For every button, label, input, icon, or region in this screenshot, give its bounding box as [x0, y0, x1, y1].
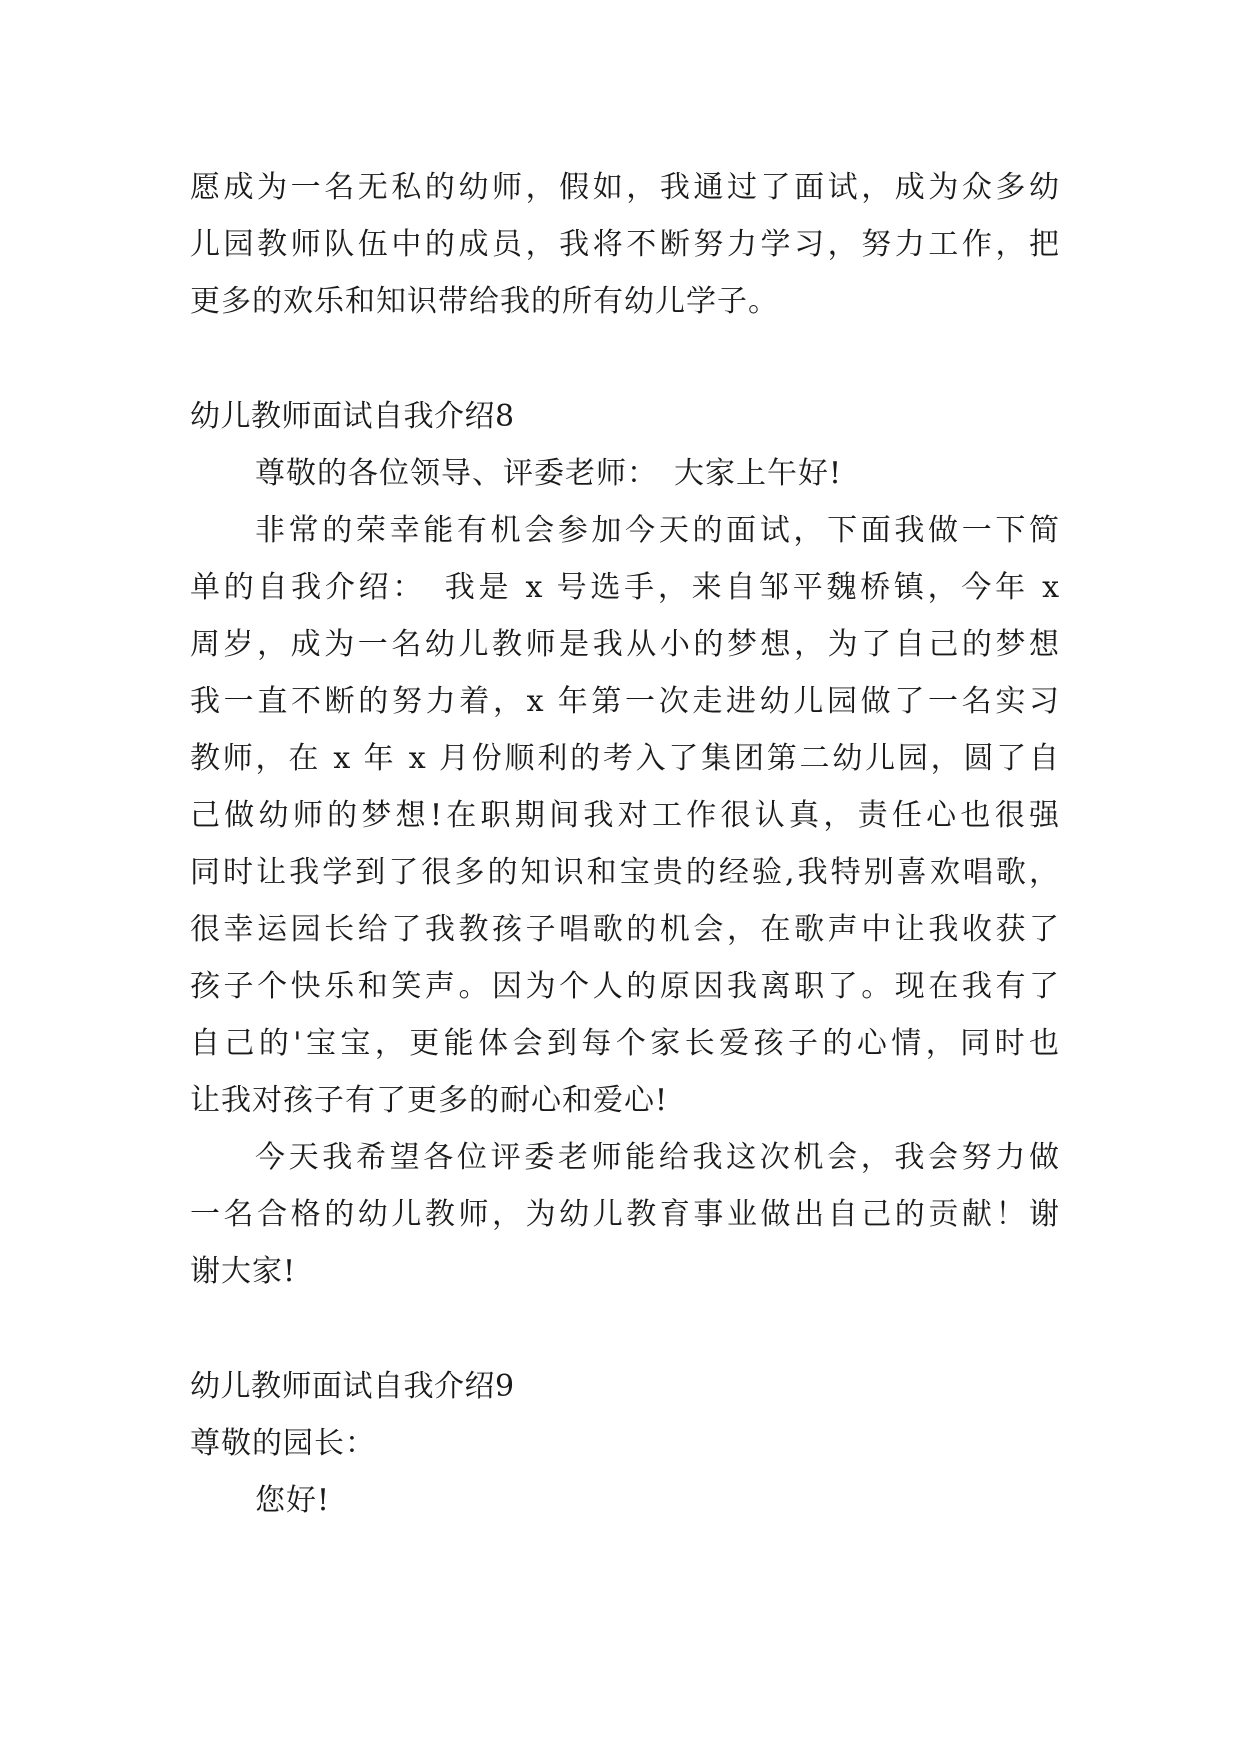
body-line: 我一直不断的努力着，x 年第一次走进幼儿园做了一名实习 [190, 684, 1060, 719]
salutation-line: 尊敬的各位领导、评委老师： 大家上午好! [255, 456, 843, 491]
body-line: 谢大家! [190, 1254, 297, 1289]
body-line: 非常的荣幸能有机会参加今天的面试，下面我做一下简 [255, 513, 1060, 548]
body-line: 孩子个快乐和笑声。因为个人的原因我离职了。现在我有了 [190, 969, 1060, 1004]
body-line: 今天我希望各位评委老师能给我这次机会，我会努力做 [255, 1140, 1060, 1175]
body-line: 周岁，成为一名幼儿教师是我从小的梦想，为了自己的梦想 [190, 627, 1060, 662]
body-line: 愿成为一名无私的幼师，假如，我通过了面试，成为众多幼 [190, 170, 1060, 205]
body-line: 很幸运园长给了我教孩子唱歌的机会，在歌声中让我收获了 [190, 912, 1060, 947]
body-line: 自己的'宝宝，更能体会到每个家长爱孩子的心情，同时也 [190, 1026, 1060, 1061]
section-heading-9: 幼儿教师面试自我介绍9 [190, 1369, 515, 1404]
body-line: 同时让我学到了很多的知识和宝贵的经验,我特别喜欢唱歌， [190, 855, 1060, 890]
body-line: 一名合格的幼儿教师，为幼儿教育事业做出自己的贡献！谢 [190, 1197, 1060, 1232]
body-line: 更多的欢乐和知识带给我的所有幼儿学子。 [190, 284, 779, 319]
body-line: 让我对孩子有了更多的耐心和爱心! [190, 1083, 669, 1118]
body-line: 教师，在 x 年 x 月份顺利的考入了集团第二幼儿园，圆了自 [190, 741, 1060, 776]
greeting-line: 您好! [255, 1483, 331, 1518]
salutation-line: 尊敬的园长： [190, 1426, 376, 1461]
body-line: 己做幼师的梦想!在职期间我对工作很认真，责任心也很强 [190, 798, 1060, 833]
body-line: 儿园教师队伍中的成员，我将不断努力学习，努力工作，把 [190, 227, 1060, 262]
section-heading-8: 幼儿教师面试自我介绍8 [190, 399, 515, 434]
body-line: 单的自我介绍： 我是 x 号选手，来自邹平魏桥镇，今年 x [190, 570, 1060, 605]
